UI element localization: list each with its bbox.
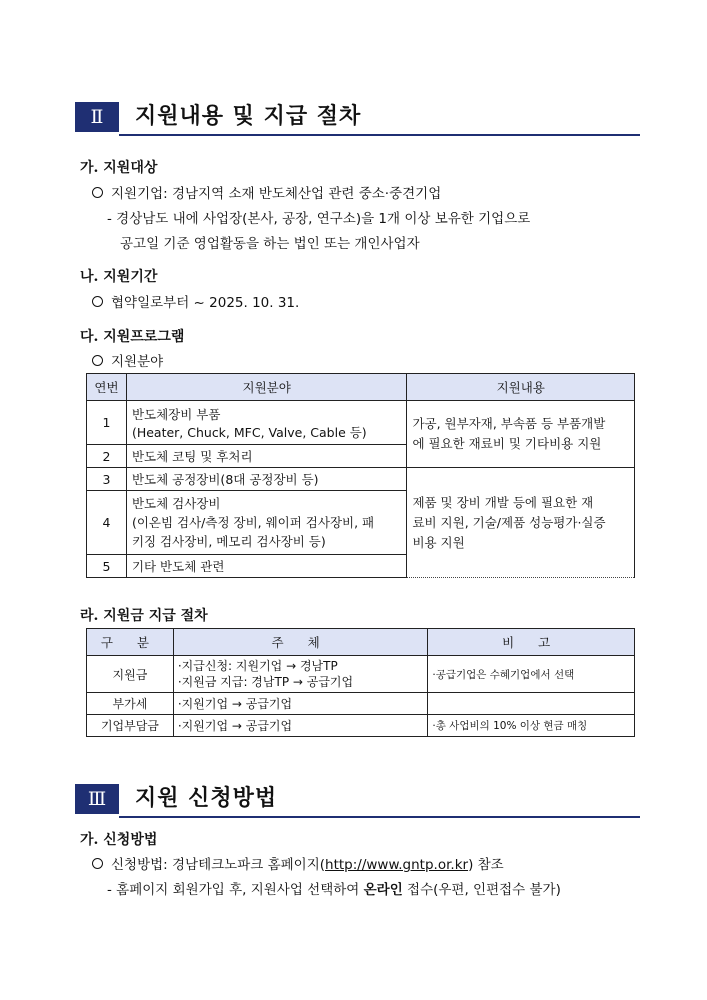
row-subject: ·지원기업 → 공급기업: [173, 693, 428, 715]
section-2-number: Ⅱ: [75, 102, 119, 132]
row-field: [126, 401, 407, 445]
row-no: 5: [87, 555, 127, 578]
heading-support-program: 다. 지원프로그램: [80, 329, 185, 345]
dash-line-1: - 경상남도 내에 사업장(본사, 공장, 연구소)을 1개 이상 보유한 기업으로: [107, 211, 531, 227]
row-no: 4: [87, 491, 127, 555]
bullet-support-company: [92, 182, 441, 202]
field-line: (Heater, Chuck, MFC, Valve, Cable 등): [131, 424, 367, 440]
dash-text-suffix: 접수(우편, 인편접수 불가): [402, 882, 561, 898]
bullet-application: [92, 853, 504, 873]
homepage-link[interactable]: http://www.gntp.or.kr: [325, 857, 469, 873]
subject-line: ·지급신청: 지원기업 → 경남TP: [177, 659, 338, 673]
col-header-category: [87, 629, 174, 656]
col-header-note: [428, 629, 635, 656]
subject-line: ·지원금 지급: 경남TP → 공급기업: [177, 675, 354, 689]
content-line: 료비 지원, 기술/제품 성능평가·실증: [412, 514, 606, 530]
row-label: 기업부담금: [87, 715, 174, 737]
row-no: 1: [87, 401, 127, 445]
section-2-rule: [119, 134, 640, 136]
dash-line-2: 공고일 기준 영업활동을 하는 법인 또는 개인사업자: [120, 236, 420, 252]
section-3-title: 지원 신청방법: [135, 786, 278, 811]
row-label: 부가세: [87, 693, 174, 715]
row-note: [428, 693, 635, 715]
row-no: 2: [87, 445, 127, 468]
row-no: 3: [87, 468, 127, 491]
circle-bullet-icon: [92, 296, 103, 307]
col-header-field: 지원분야: [126, 374, 407, 401]
support-field-table: [86, 373, 635, 578]
table-row: [87, 401, 635, 445]
bullet-text: 지원분야: [111, 354, 164, 370]
section-3-header: [75, 782, 640, 818]
row-note: ·공급기업은 수혜기업에서 선택: [428, 656, 635, 693]
content-line: 비용 지원: [412, 534, 465, 550]
row-field: [126, 491, 407, 555]
field-line: 키징 검사장비, 메모리 검사장비 등): [131, 534, 326, 549]
circle-bullet-icon: [92, 858, 103, 869]
section-2-header: [75, 100, 640, 136]
dash-line-online: [107, 878, 561, 898]
heading-application-method: 가. 신청방법: [80, 832, 158, 848]
col-header-content: 지원내용: [407, 374, 635, 401]
heading-payment-procedure: 라. 지원금 지급 절차: [80, 608, 208, 624]
row-label: 지원금: [87, 656, 174, 693]
content-cell-equipment: [407, 468, 635, 578]
row-subject: [173, 656, 428, 693]
heading-support-target: 가. 지원대상: [80, 160, 158, 176]
dash-text: - 홈페이지 회원가입 후, 지원사업 선택하여: [107, 882, 364, 898]
content-line: 가공, 원부자재, 부속품 등 부품개발: [412, 416, 606, 431]
table-row: [87, 715, 635, 737]
payment-procedure-table: [86, 628, 635, 737]
row-field: 반도체 공정장비(8대 공정장비 등): [126, 468, 407, 491]
content-line: 에 필요한 재료비 및 기타비용 지원: [412, 436, 602, 451]
bullet-support-field: [92, 350, 163, 370]
field-line: 반도체 검사장비: [131, 496, 221, 511]
content-line: 제품 및 장비 개발 등에 필요한 재: [412, 494, 594, 510]
content-cell-parts: [407, 401, 635, 468]
circle-bullet-icon: [92, 355, 103, 366]
field-line: 반도체장비 부품: [131, 406, 221, 422]
table-row: [87, 468, 635, 491]
header-text: 구 분: [100, 635, 159, 650]
bullet-text: 신청방법: 경남테크노파크 홈페이지(: [111, 857, 326, 873]
header-text: 주 체: [271, 635, 330, 650]
field-line: (이온빔 검사/측정 장비, 웨이퍼 검사장비, 패: [131, 515, 375, 530]
heading-support-period: 나. 지원기간: [80, 269, 158, 285]
table-row: [87, 656, 635, 693]
bullet-period: [92, 291, 299, 311]
col-header-subject: [173, 629, 428, 656]
row-note: ·총 사업비의 10% 이상 현금 매칭: [428, 715, 635, 737]
row-field: 기타 반도체 관련: [126, 555, 407, 578]
header-text: 비 고: [502, 635, 561, 650]
section-3-rule: [119, 816, 640, 818]
row-subject: ·지원기업 → 공급기업: [173, 715, 428, 737]
section-2-title: 지원내용 및 지급 절차: [135, 104, 362, 129]
table-row: [87, 693, 635, 715]
col-header-no: 연번: [87, 374, 127, 401]
circle-bullet-icon: [92, 187, 103, 198]
row-field: 반도체 코팅 및 후처리: [126, 445, 407, 468]
bullet-text: 협약일로부터 ~ 2025. 10. 31.: [111, 295, 300, 311]
bullet-text-suffix: ) 참조: [468, 857, 504, 873]
online-emphasis: 온라인: [363, 882, 403, 898]
bullet-text: 지원기업: 경남지역 소재 반도체산업 관련 중소·중견기업: [111, 186, 442, 202]
section-3-number: Ⅲ: [75, 784, 119, 814]
